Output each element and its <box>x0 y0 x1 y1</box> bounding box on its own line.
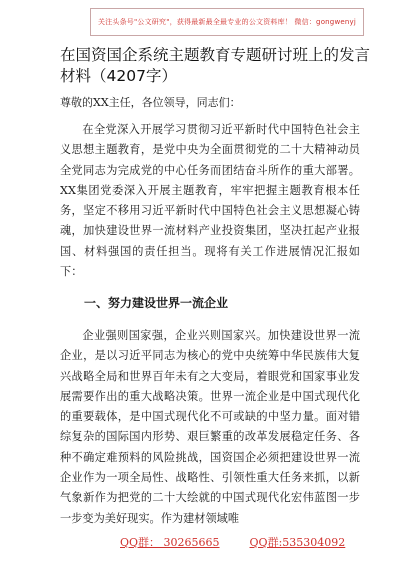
promo-banner-text: 关注头条号"公文研究"，获得最新最全最专业的公文资料库！ 微信：gongwenyj <box>97 18 357 26</box>
promo-banner <box>90 8 364 36</box>
document-title: 在国资国企系统主题教育专题研讨班上的发言材料（4207字） <box>60 46 371 85</box>
section-heading: 一、努力建设世界一流企业 <box>84 296 229 310</box>
footer-qq-group-2[interactable]: QQ群:535304092 <box>249 536 346 549</box>
footer-contacts <box>120 534 350 550</box>
greeting: 尊敬的XX主任，各位领导，同志们： <box>60 96 241 109</box>
paragraph-section-1: 企业强则国家强，企业兴则国家兴。加快建设世界一流企业，是以习近平同志为核心的党中央统筹中华民族伟大复兴战略全局和世界百年未有之大变局，着眼党和国家事业发展需要作出的重大战略决策。世界一流企业是中国式现代化的重要载体，是中国式现代化不可或缺的中坚力量。面对错综复杂的国际国内形势、艰巨繁重的改革发展稳定任务、各种不确定难预料的风险挑战，国资国企必须把建设世界一流企业作为一项全局性、战略性、引领性重大任务来抓，以新气象新作为把党的二十大绘就的中国式现代化宏伟蓝图一步一步变为美好现实。作为建材领域唯 <box>60 329 360 525</box>
paragraph-intro: 在全党深入开展学习贯彻习近平新时代中国特色社会主义思想主题教育，是党中央为全面贯彻党的二十大精神动员全党同志为完成党的中心任务而团结奋斗所作的重大部署。XX集团党委深入开展主题教育，牢牢把握主题教育根本任务，坚定不移用习近平新时代中国特色社会主义思想凝心铸魂，加快建设世界一流材料产业投资集团，坚决扛起产业报国、材料强国的责任担当。现将有关工作进展情况汇报如下： <box>60 123 360 279</box>
footer-qq-group-1[interactable]: QQ群： 30265665 <box>120 536 220 549</box>
